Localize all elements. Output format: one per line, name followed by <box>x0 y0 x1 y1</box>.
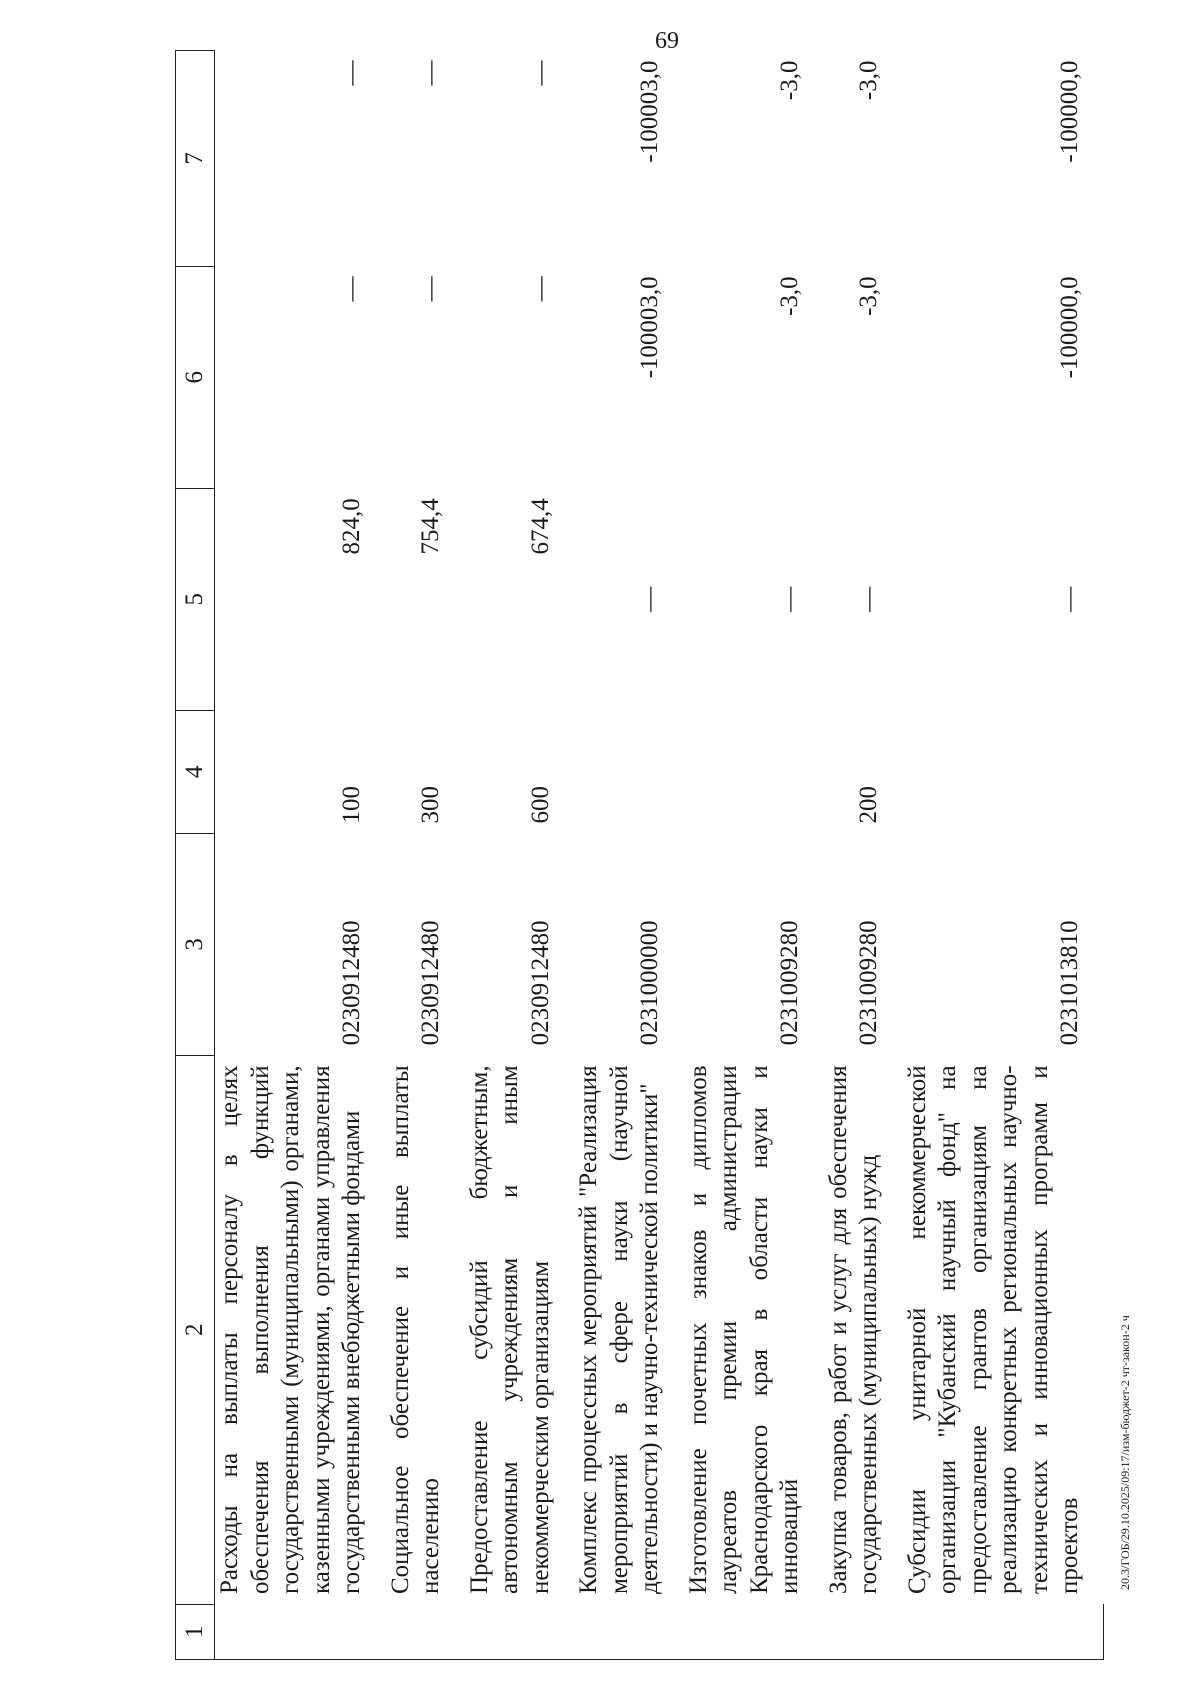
rotated-table-container <box>175 50 1095 1660</box>
cell-col6: -3,0 <box>855 276 882 316</box>
cell-col1 <box>215 1604 386 1659</box>
cell-type: 600 <box>526 785 554 824</box>
table-header-row <box>176 51 215 1660</box>
table-row <box>386 51 465 1660</box>
cell-type: 100 <box>338 785 365 824</box>
cell-col7: -3,0 <box>855 60 882 101</box>
cell-name: Субсидии унитарной некоммерческой организации "Кубанский научный фонд" на предоставление грантов организациям на реализацию конкретных региональных научно-технических и инновационных программ и проектов <box>903 1065 1083 1595</box>
cell-col1 <box>684 1604 824 1659</box>
column-header-3: 3 <box>176 833 215 1055</box>
cell-col5: 674,4 <box>526 498 554 555</box>
cell-col7: — <box>526 60 554 86</box>
cell-col7: — <box>417 60 444 86</box>
table-row <box>574 51 684 1660</box>
cell-code: 0230912480 <box>526 920 554 1046</box>
column-header-7: 7 <box>176 51 215 267</box>
cell-col1 <box>903 1604 1104 1659</box>
cell-col1 <box>386 1604 465 1659</box>
cell-name: Закупка товаров, работ и услуг для обеспечения государственных (муниципальных) нужд <box>824 1065 882 1595</box>
column-header-4: 4 <box>176 710 215 833</box>
cell-col6: — <box>526 276 554 302</box>
cell-name: Комплекс процессных мероприятий "Реализация мероприятий в сфере науки (научной деятельности) и научно-технической политики" <box>575 1065 663 1595</box>
column-header-6: 6 <box>176 266 215 488</box>
cell-col7: -100003,0 <box>636 60 663 163</box>
cell-name: Социальное обеспечение и иные выплаты населению <box>386 1065 444 1595</box>
cell-type <box>574 710 684 833</box>
cell-code: 0231013810 <box>1056 920 1083 1046</box>
cell-type: 200 <box>855 785 882 824</box>
cell-col5: 754,4 <box>417 498 444 555</box>
table-row <box>684 51 824 1660</box>
cell-col7: -100000,0 <box>1056 60 1083 163</box>
column-header-5: 5 <box>176 488 215 710</box>
cell-code: 0231000000 <box>636 920 663 1046</box>
cell-name: Предоставление субсидий бюджетным, автономным учреждениям и иным некоммерческим организациям <box>465 1065 554 1595</box>
table-row <box>215 51 386 1660</box>
page-number: 69 <box>655 28 679 54</box>
cell-name: Расходы на выплаты персоналу в целях обеспечения выполнения функций государственными (муниципальными) органами, казенными учреждениями, органами управления государственными внебюджетными фондами <box>216 1065 365 1595</box>
cell-type <box>903 710 1104 833</box>
table-row <box>903 51 1104 1660</box>
cell-col1 <box>824 1604 903 1659</box>
cell-code: 0230912480 <box>338 920 365 1046</box>
cell-col6: — <box>338 276 365 302</box>
cell-col5: — <box>1056 586 1083 612</box>
cell-code: 0231009280 <box>855 920 882 1046</box>
cell-col5: 824,0 <box>338 498 365 555</box>
cell-col1 <box>465 1604 575 1659</box>
cell-name: Изготовление почетных знаков и дипломов лауреатов премии администрации Краснодарского края в области науки и инноваций <box>684 1065 803 1595</box>
budget-table <box>175 50 1104 1660</box>
cell-col1 <box>574 1604 684 1659</box>
cell-col7: — <box>338 60 365 86</box>
cell-type <box>684 710 824 833</box>
cell-col5: — <box>855 586 882 612</box>
cell-code: 0231009280 <box>776 920 803 1046</box>
cell-col6: -100000,0 <box>1056 276 1083 379</box>
cell-code: 0230912480 <box>417 920 444 1046</box>
cell-type: 300 <box>417 785 444 824</box>
table-row <box>465 51 575 1660</box>
table-row <box>824 51 903 1660</box>
document-footer-code: 20.3/ГОБ/29.10.2025/09:17/изм-бюджет-2 чт-закон-2 ч <box>1118 1315 1132 1590</box>
cell-col6: -3,0 <box>776 276 803 316</box>
column-header-1: 1 <box>176 1604 215 1659</box>
column-header-2: 2 <box>176 1055 215 1604</box>
cell-col5: — <box>636 586 663 612</box>
cell-col6: -100003,0 <box>636 276 663 379</box>
cell-col7: -3,0 <box>776 60 803 101</box>
cell-col6: — <box>417 276 444 302</box>
cell-col5: — <box>776 586 803 612</box>
